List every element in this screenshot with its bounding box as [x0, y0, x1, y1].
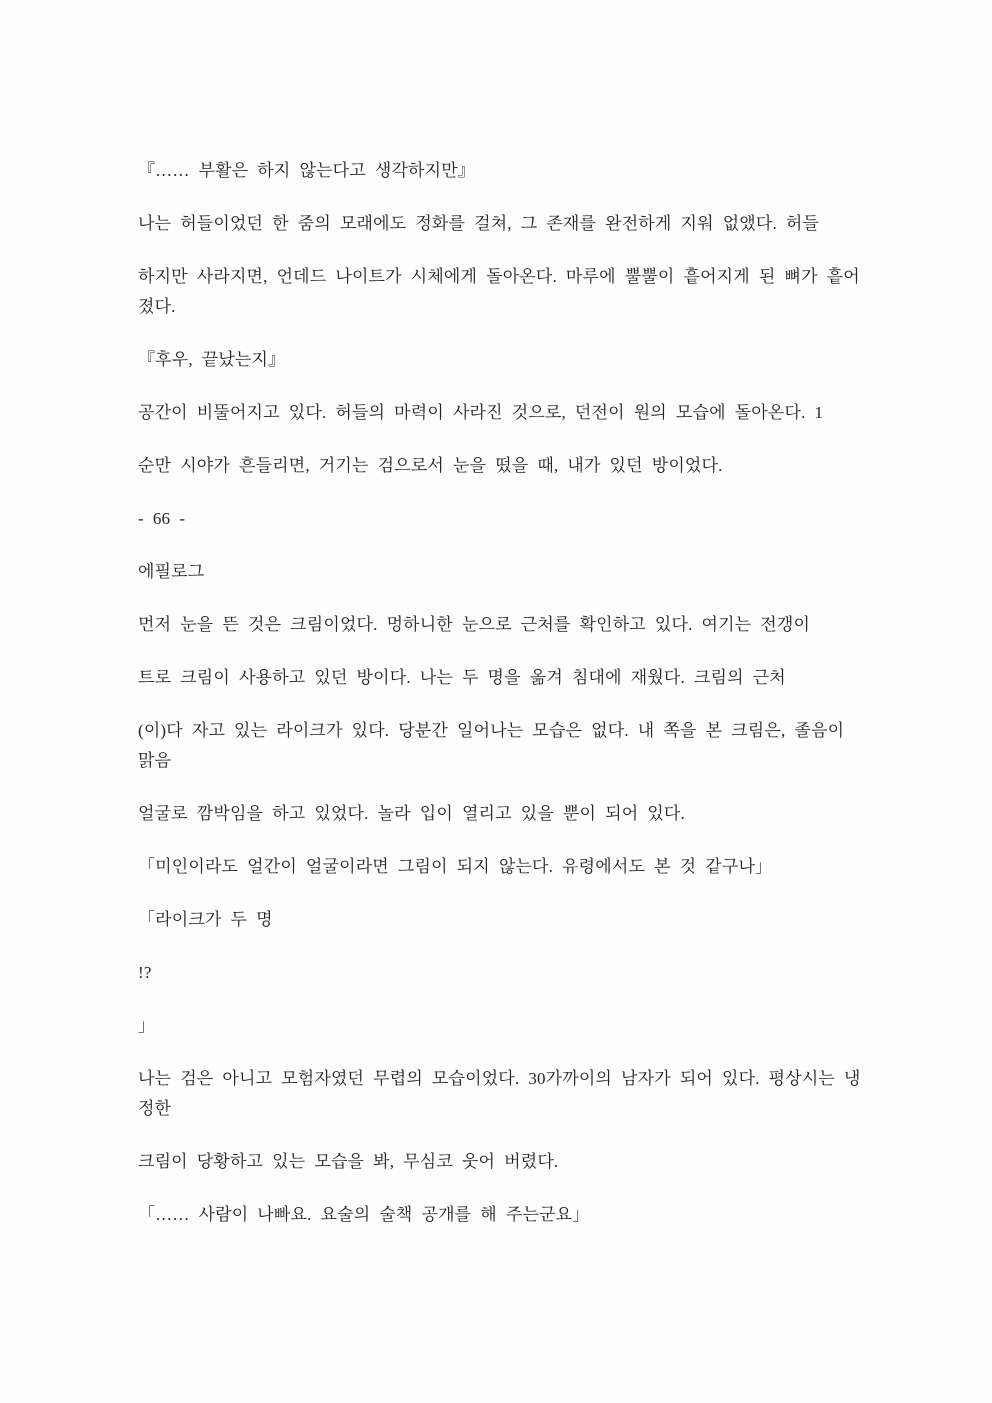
dialogue-thought-paragraph	[138, 345, 912, 375]
text-line: 맑음	[138, 751, 172, 770]
text-line: 공간이 비뚤어지고 있다. 허들의 마력이 사라진 것으로, 던전이 원의 모습에 돌아온다. 1	[138, 403, 824, 422]
dialogue-paragraph	[138, 958, 912, 988]
text-line: 크림이 당황하고 있는 모습을 봐, 무심코 웃어 버렸다.	[138, 1152, 559, 1171]
text-line: !?	[138, 963, 152, 982]
text-line: 나는 허들이었던 한 줌의 모래에도 정화를 걸쳐, 그 존재를 완전하게 지워 없앴다. 허들	[138, 214, 820, 233]
narration-paragraph	[138, 262, 912, 322]
text-line: (이)다 자고 있는 라이크가 있다. 당분간 일어나는 모습은 없다. 내 쪽을 본 크림은, 졸음이	[138, 721, 845, 740]
narration-paragraph	[138, 1147, 912, 1177]
text-line: 나는 검은 아니고 모험자였던 무렵의 모습이었다. 30가까이의 남자가 되어 있다. 평상시는 냉	[138, 1069, 861, 1088]
text-line: 순만 시야가 흔들리면, 거기는 검으로서 눈을 떴을 때, 내가 있던 방이었다.	[138, 456, 723, 475]
text-line: 」	[138, 1016, 156, 1035]
text-content	[138, 156, 912, 1230]
text-line: 『…… 부활은 하지 않는다고 생각하지만』	[138, 161, 476, 180]
dialogue-paragraph	[138, 1011, 912, 1041]
dialogue-paragraph	[138, 852, 912, 882]
text-line: 트로 크림이 사용하고 있던 방이다. 나는 두 명을 옮겨 침대에 재웠다. 크림의 근처	[138, 668, 786, 687]
text-line: 얼굴로 깜박임을 하고 있었다. 놀라 입이 열리고 있을 뿐이 되어 있다.	[138, 804, 685, 823]
narration-paragraph	[138, 716, 912, 776]
dialogue-paragraph	[138, 1200, 912, 1230]
narration-paragraph	[138, 451, 912, 481]
page-number	[138, 504, 912, 534]
narration-paragraph	[138, 398, 912, 428]
text-line: 『후우, 끝났는지』	[138, 350, 286, 369]
dialogue-thought-paragraph	[138, 156, 912, 186]
text-line: 「라이크가 두 명	[138, 910, 273, 929]
text-line: 졌다.	[138, 297, 176, 316]
text-line: 정한	[138, 1099, 172, 1118]
narration-paragraph	[138, 799, 912, 829]
text-line: 먼저 눈을 뜬 것은 크림이었다. 멍하니한 눈으로 근처를 확인하고 있다. 여기는 전갱이	[138, 615, 811, 634]
section-heading	[138, 557, 912, 587]
narration-paragraph	[138, 209, 912, 239]
text-line: 「미인이라도 얼간이 얼굴이라면 그림이 되지 않는다. 유령에서도 본 것 같구나」	[138, 857, 773, 876]
narration-paragraph	[138, 610, 912, 640]
text-line: 에필로그	[138, 562, 205, 581]
text-line: 「…… 사람이 나빠요. 요술의 술책 공개를 해 주는군요」	[138, 1205, 590, 1224]
narration-paragraph	[138, 1064, 912, 1124]
dialogue-paragraph	[138, 905, 912, 935]
text-line: 하지만 사라지면, 언데드 나이트가 시체에게 돌아온다. 마루에 뿔뿔이 흩어지게 된 뼈가 흩어	[138, 267, 860, 286]
narration-paragraph	[138, 663, 912, 693]
text-line: - 66 -	[138, 509, 186, 528]
